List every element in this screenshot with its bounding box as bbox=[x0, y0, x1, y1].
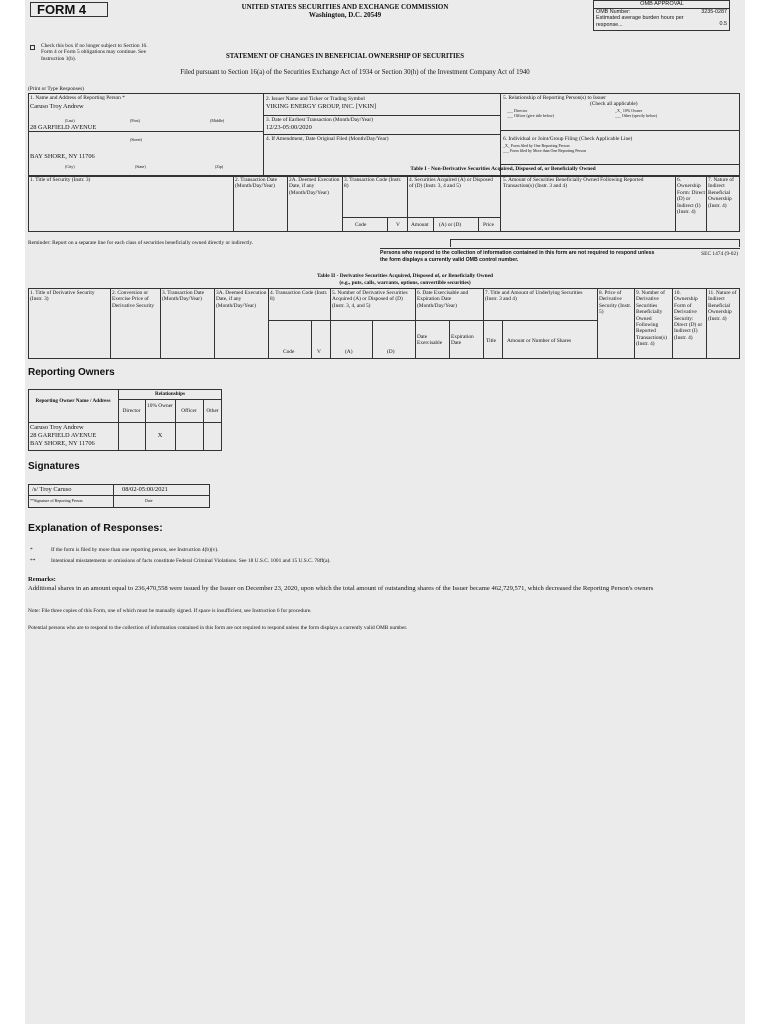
t1-col5: 4. Securities Acquired (A) or Disposed of (D) (Instr. 3, 4 and 5) bbox=[409, 177, 493, 190]
signature-date: 08/02-05:00/2021 bbox=[122, 486, 168, 493]
street-label: (Street) bbox=[130, 137, 142, 142]
owner-name: Caruso Troy Andrew bbox=[30, 424, 84, 431]
footnote-2: Intentional misstatements or omissions of facts constitute Federal Criminal Violations. See 18 U.S.C. 1001 and 15 U.S.C. 78ff(a). bbox=[51, 558, 331, 564]
t1-sub-aord: (A) or (D) bbox=[439, 222, 462, 228]
omb-number-label: OMB Number: bbox=[596, 9, 631, 15]
box4-label: 4. If Amendment, Date Original Filed (Month/Day/Year) bbox=[266, 136, 389, 142]
agency-name: UNITED STATES SECURITIES AND EXCHANGE COMMISSION bbox=[241, 3, 449, 11]
manual-copies-note: Note: File three copies of this Form, one of which must be manually signed. If space is insufficient, see Instruction 6 for procedure. bbox=[28, 608, 312, 614]
other-option: ___ Other (specify below) bbox=[615, 113, 658, 118]
t1-col1: 1. Title of Security (Instr. 3) bbox=[30, 177, 91, 183]
omb-number: 3235-0287 bbox=[701, 9, 727, 15]
t2-col1: 1. Title of Derivative Security (Instr. 3) bbox=[30, 290, 95, 303]
t2-col6: 5. Number of Derivative Securities Acquired (A) or Disposed of (D) (Instr. 3, 4, and 5) bbox=[332, 290, 408, 309]
omb-title: OMB APPROVAL bbox=[594, 1, 730, 9]
t2-col5: 4. Transaction Code (Instr. 8) bbox=[270, 290, 328, 303]
t2-sub-v: V bbox=[317, 349, 321, 355]
owners-relationships: Relationships bbox=[155, 391, 185, 397]
t2-col3: 3. Transaction Date (Month/Day/Year) bbox=[162, 290, 205, 303]
persons-respond-note: Persons who respond to the collection of information contained in this form are not required to respond unless the form displays a currently valid OMB control number. bbox=[380, 250, 655, 263]
city-label: (City) bbox=[65, 164, 75, 169]
print-type-note: (Print or Type Responses) bbox=[28, 86, 84, 92]
t2-col11: 10. Ownership Form of Derivative Security: Direct (D) or Indirect (I) (Instr. 4) bbox=[674, 290, 703, 341]
t1-col3: 2A. Deemed Execution Date, if any (Month/Day/Year) bbox=[289, 177, 340, 196]
t2-sub-amount: Amount or Number of Shares bbox=[507, 338, 572, 344]
statement-title: STATEMENT OF CHANGES IN BENEFICIAL OWNERSHIP OF SECURITIES bbox=[225, 53, 464, 60]
signature-date-label: Date bbox=[145, 498, 153, 503]
box3-label: 3. Date of Earliest Transaction (Month/Day/Year) bbox=[266, 117, 373, 123]
table2-subtitle: (e.g., puts, calls, warrants, options, convertible securities) bbox=[339, 280, 471, 286]
potential-persons-note: Potential persons who are to respond to the collection of information contained in this form are not required to respond unless the form displays a currently valid OMB number. bbox=[28, 625, 408, 631]
t1-col2: 2. Transaction Date (Month/Day/Year) bbox=[235, 177, 278, 190]
t1-sub-amount: Amount bbox=[411, 222, 429, 228]
box2-label: 2. Issuer Name and Ticker or Trading Symbol bbox=[266, 96, 365, 102]
owner-street: 28 GARFIELD AVENUE bbox=[30, 432, 97, 439]
t2-sub-d: (D) bbox=[387, 349, 395, 355]
t2-sub-exercisable: Date Exercisable bbox=[417, 334, 443, 347]
sec-form-number: SEC 1474 (9-02) bbox=[701, 251, 738, 257]
issuer-name: VIKING ENERGY GROUP, INC. [VKIN] bbox=[266, 103, 377, 110]
multi-person-option: ___ Form filed by More than One Reporting Person bbox=[503, 148, 587, 153]
director-option: ___ Director bbox=[507, 108, 528, 113]
signatures-heading: Signatures bbox=[28, 461, 80, 472]
t2-col7: 6. Date Exercisable and Expiration Date (Month/Day/Year) bbox=[417, 290, 469, 309]
box1-label: 1. Name and Address of Reporting Person * bbox=[30, 95, 125, 101]
remarks-text: Additional shares in an amount equal to 236,470,558 were issued by the Issuer on December 23, 2020, upon which the total amount of outstanding shares of the Issuer became 462,729,571, which decreased the Reporting Person's owners bbox=[28, 585, 654, 592]
remarks-heading: Remarks: bbox=[28, 576, 56, 583]
table1-title: Table I - Non-Derivative Securities Acquired, Disposed of, or Beneficially Owned bbox=[410, 166, 596, 172]
footnote-1: If the form is filed by more than one reporting person, see Instruction 4(b)(v). bbox=[51, 547, 219, 553]
t2-sub-expiration: Expiration Date bbox=[451, 334, 474, 347]
t2-col9: 8. Price of Derivative Security (Instr. 5) bbox=[599, 290, 632, 316]
zip-label: (Zip) bbox=[215, 164, 224, 169]
t1-col7: 6. Ownership Form: Direct (D) or Indirect (I) (Instr. 4) bbox=[677, 177, 705, 216]
t1-col6: 5. Amount of Securities Beneficially Owned Following Reported Transaction(s) (Instr. 3 and 4) bbox=[503, 177, 644, 190]
filed-pursuant: Filed pursuant to Section 16(a) of the Securities Exchange Act of 1934 or Section 30(h) of the Investment Company Act of 1940 bbox=[180, 69, 530, 76]
section16-note: Check this box if no longer subject to Section 16. Form 4 or Form 5 obligations may continue. See Instruction 1(b). bbox=[41, 43, 148, 62]
t1-sub-price: Price bbox=[483, 222, 495, 228]
explanation-heading: Explanation of Responses: bbox=[28, 522, 163, 534]
owners-col-10pct: 10% Owner bbox=[147, 403, 173, 409]
section16-checkbox[interactable] bbox=[30, 45, 35, 50]
t2-col2: 2. Conversion or Exercise Price of Derivative Security bbox=[112, 290, 155, 309]
earliest-transaction-date: 12/23-05:00/2020 bbox=[266, 124, 312, 131]
box5-label: 5. Relationship of Reporting Person(s) to Issuer bbox=[503, 95, 606, 101]
t1-col8: 7. Nature of Indirect Beneficial Ownership (Instr. 4) bbox=[708, 177, 734, 209]
owner-10pct-mark: X bbox=[157, 432, 163, 439]
officer-option: ___ Officer (give title below) bbox=[507, 113, 555, 118]
t2-sub-a: (A) bbox=[345, 349, 353, 355]
footnote-1-mark: * bbox=[30, 547, 33, 553]
t1-sub-v: V bbox=[396, 222, 400, 228]
city-state-zip: BAY SHORE, NY 11706 bbox=[30, 153, 95, 160]
t2-sub-title: Title bbox=[486, 338, 496, 344]
box6-label: 6. Individual or Joint/Group Filing (Check Applicable Line) bbox=[503, 136, 633, 142]
owner-city: BAY SHORE, NY 11706 bbox=[30, 440, 95, 447]
last-label: (Last) bbox=[65, 118, 75, 123]
owners-col-director: Director bbox=[122, 408, 141, 414]
owners-col-name: Reporting Owner Name / Address bbox=[35, 398, 111, 404]
reporting-owners-heading: Reporting Owners bbox=[28, 367, 115, 378]
reporting-person-name: Caruso Troy Andrew bbox=[30, 103, 84, 110]
table2-title: Table II - Derivative Securities Acquired, Disposed of, or Beneficially Owned bbox=[317, 273, 493, 279]
check-all-label: (Check all applicable) bbox=[590, 101, 638, 107]
t2-col12: 11. Nature of Indirect Beneficial Ownership (Instr. 4) bbox=[708, 290, 737, 322]
form-title-box bbox=[30, 2, 108, 17]
one-person-option: _X_ Form filed by One Reporting Person bbox=[503, 143, 570, 148]
omb-burden: 0.5 bbox=[719, 21, 727, 27]
owners-col-other: Other bbox=[206, 408, 219, 414]
owners-col-officer: Officer bbox=[181, 408, 197, 414]
form-title: FORM 4 bbox=[37, 2, 87, 17]
street-address: 28 GARFIELD AVENUE bbox=[30, 124, 97, 131]
footnote-2-mark: ** bbox=[30, 558, 36, 564]
first-label: (First) bbox=[130, 118, 140, 123]
t2-col10: 9. Number of Derivative Securities Beneficially Owned Following Reported Transaction(s) (Instr. 4) bbox=[636, 290, 667, 348]
agency-city: Washington, D.C. 20549 bbox=[308, 11, 382, 19]
signature-label: **Signature of Reporting Person bbox=[30, 498, 83, 503]
reminder-box bbox=[450, 239, 740, 247]
t1-col4: 3. Transaction Code (Instr. 8) bbox=[344, 177, 402, 190]
reminder-note: Reminder: Report on a separate line for each class of securities beneficially owned directly or indirectly. bbox=[28, 240, 254, 246]
signature-name: /s/ Troy Caruso bbox=[32, 486, 72, 493]
omb-box bbox=[593, 0, 730, 31]
ten-percent-option: _X_ 10% Owner bbox=[615, 108, 643, 113]
t1-sub-code: Code bbox=[355, 222, 367, 228]
t2-col4: 3A. Deemed Execution Date, if any (Month/Day/Year) bbox=[216, 290, 267, 309]
t2-sub-code: Code bbox=[283, 349, 295, 355]
state-label: (State) bbox=[135, 164, 146, 169]
t2-col8: 7. Title and Amount of Underlying Securities (Instr. 3 and 4) bbox=[485, 290, 583, 303]
middle-label: (Middle) bbox=[210, 118, 225, 123]
omb-burden-label: Estimated average burden hours per response... bbox=[596, 15, 684, 28]
form-page bbox=[25, 0, 745, 1024]
